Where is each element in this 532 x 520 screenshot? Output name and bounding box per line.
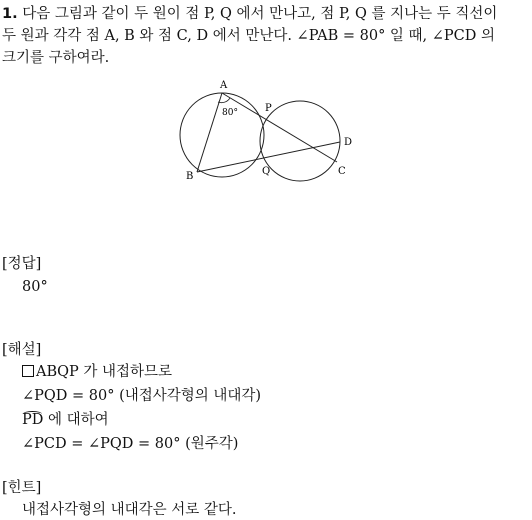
segment-ab bbox=[197, 93, 222, 172]
hint-header: [힌트] bbox=[2, 480, 42, 496]
problem-number: 1. bbox=[2, 6, 18, 22]
solution-line-3 bbox=[22, 410, 109, 430]
left-circle bbox=[180, 93, 264, 177]
solution-line-2: ∠PQD = 80° (내접사각형의 내대각) bbox=[22, 388, 262, 404]
line-ac bbox=[222, 93, 337, 162]
solution-line-4: ∠PCD = ∠PQD = 80° (원주각) bbox=[22, 436, 239, 452]
label-p: P bbox=[265, 103, 272, 114]
solution-line-1 bbox=[22, 362, 172, 382]
answer-header: [정답] bbox=[2, 256, 42, 272]
label-d: D bbox=[344, 137, 353, 148]
problem-line-3: 크기를 구하여라. bbox=[2, 50, 110, 66]
label-q: Q bbox=[262, 166, 271, 177]
problem-text-1: 다음 그림과 같이 두 원이 점 P, Q 에서 만나고, 점 P, Q 를 지나는 두 직선이 bbox=[22, 6, 498, 22]
solution-line-3-text: 에 대하여 bbox=[43, 412, 109, 428]
problem-line-2: 두 원과 각각 점 A, B 와 점 C, D 에서 만난다. ∠PAB = 80° 일 때, ∠PCD 의 bbox=[2, 28, 496, 44]
solution-line-1-text: ABQP 가 내접하므로 bbox=[36, 364, 173, 380]
answer-value: 80° bbox=[22, 279, 48, 295]
label-a: A bbox=[220, 80, 228, 91]
problem-line-1 bbox=[2, 4, 497, 24]
two-circles-figure bbox=[174, 78, 364, 188]
hint-text: 내접사각형의 내대각은 서로 같다. bbox=[22, 502, 237, 518]
arc-pd: PD bbox=[22, 412, 44, 428]
angle-label: 80° bbox=[222, 108, 238, 118]
label-b: B bbox=[186, 171, 194, 182]
label-c: C bbox=[338, 166, 346, 177]
right-circle bbox=[260, 101, 340, 181]
square-symbol-icon bbox=[22, 365, 34, 377]
solution-header: [해설] bbox=[2, 342, 42, 358]
